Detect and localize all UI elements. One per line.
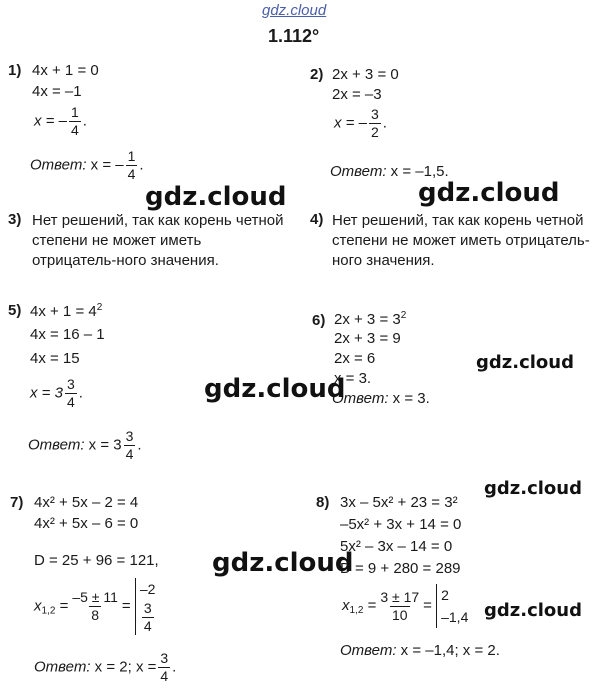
denominator: 10 xyxy=(391,606,408,623)
denominator: 4 xyxy=(160,668,169,684)
equation-line: 4x = –1 xyxy=(32,83,82,100)
denominator: 4 xyxy=(143,618,152,634)
fraction xyxy=(369,106,381,141)
fraction xyxy=(69,104,81,139)
denominator: 4 xyxy=(70,122,79,138)
solution-line: x = – $\frac{3}{2}$ . xyxy=(334,106,387,140)
answer-text: x = –1,4; x = 2. xyxy=(400,642,500,659)
numerator: 3 xyxy=(370,106,379,122)
answer-text: x = 3. xyxy=(392,390,430,407)
problem-text: Нет решений, так как корень четной степени не может иметь отрицатель-ного значения. xyxy=(32,212,284,269)
equation-text: 2x + 3 = 3 xyxy=(334,311,401,328)
numerator: 3 xyxy=(66,376,75,392)
numerator: 3 xyxy=(143,600,152,616)
roots-set xyxy=(135,578,156,635)
equation-line: 4x² + 5x – 2 = 4 xyxy=(34,494,139,511)
equation-line xyxy=(334,310,406,328)
fraction xyxy=(158,650,170,685)
problem-number: 1) xyxy=(8,62,22,79)
watermark: gdz.cloud xyxy=(484,600,582,621)
solution-text: x = 3 xyxy=(30,384,63,402)
problem-text: Нет решений, так как корень четной степени не может иметь отрицатель-ного значения. xyxy=(332,212,590,269)
solution-text: x = – xyxy=(34,112,67,130)
equation-line: 2x = –3 xyxy=(332,86,382,103)
denominator: 4 xyxy=(125,446,134,462)
numerator: 1 xyxy=(127,148,136,164)
roots-line: $x_{1,2}$ = $\frac{-5 \pm 11}{8}$ = –2 $\frac{3}{4}$ xyxy=(34,578,156,635)
fraction xyxy=(65,376,77,411)
equation-line: 4x = 16 – 1 xyxy=(30,326,105,343)
numerator: 3 ± 17 xyxy=(380,588,420,605)
equation-line: 4x = 15 xyxy=(30,350,80,367)
answer-line: Ответ: x = – $\frac{1}{4}$ . xyxy=(30,148,144,182)
denominator: 4 xyxy=(66,394,75,410)
equation-line: 2x + 3 = 0 xyxy=(332,66,399,83)
page-title: 1.112° xyxy=(268,26,320,46)
solution-line: x = – $\frac{1}{4}$ . xyxy=(34,104,87,138)
subscript: 1,2 xyxy=(349,604,364,616)
equation-line: 2x + 3 = 9 xyxy=(334,330,401,347)
equation-line: D = 9 + 280 = 289 xyxy=(340,560,461,577)
answer-line: Ответ: x = 2; x = $\frac{3}{4}$ . xyxy=(34,650,177,684)
root-value: 2 xyxy=(441,587,449,603)
fraction xyxy=(142,600,154,635)
variable: x xyxy=(34,597,42,615)
subscript: 1,2 xyxy=(41,605,56,617)
answer-text: x = 2; x = xyxy=(94,658,157,676)
equation-text: 4x + 1 = 4 xyxy=(30,303,97,320)
exponent: 2 xyxy=(400,310,407,321)
fraction xyxy=(124,428,136,463)
denominator: 2 xyxy=(370,124,379,140)
answer-label: Ответ: xyxy=(340,642,397,659)
problem-number: 4) xyxy=(310,211,324,228)
equation-line xyxy=(30,302,102,320)
equation-line: 5x² – 3x – 14 = 0 xyxy=(340,538,453,555)
numerator: 1 xyxy=(70,104,79,120)
watermark: gdz.cloud xyxy=(145,182,287,212)
answer-line xyxy=(332,390,430,407)
numerator: 3 xyxy=(160,650,169,666)
fraction xyxy=(378,589,421,624)
watermark: gdz.cloud xyxy=(204,374,346,404)
root-value: –1,4 xyxy=(441,609,469,625)
equation-line: –5x² + 3x + 14 = 0 xyxy=(340,516,462,533)
problem-number: 5) xyxy=(8,302,22,319)
roots-set xyxy=(436,584,468,628)
answer-text: x = – xyxy=(90,156,124,174)
exponent: 2 xyxy=(96,302,103,313)
answer-label: Ответ: xyxy=(28,436,85,454)
answer-label: Ответ: xyxy=(332,390,389,407)
numerator: –5 ± 11 xyxy=(72,589,118,605)
answer-text: x = –1,5. xyxy=(390,163,449,180)
problem-number: 7) xyxy=(10,494,24,511)
denominator: 8 xyxy=(91,607,100,623)
fraction xyxy=(70,589,120,624)
problem-number: 2) xyxy=(310,66,324,83)
equation-line: 4x + 1 = 0 xyxy=(32,62,99,79)
answer-text: x = 3 xyxy=(88,436,122,454)
equation-line: D = 25 + 96 = 121, xyxy=(34,552,159,569)
problem-number: 6) xyxy=(312,312,326,329)
answer-label: Ответ: xyxy=(30,156,87,174)
numerator: 3 xyxy=(125,428,134,444)
equation-line: 2x = 6 xyxy=(334,350,376,367)
watermark: gdz.cloud xyxy=(484,478,582,499)
denominator: 4 xyxy=(127,166,136,182)
root-value: –2 xyxy=(139,581,156,597)
problem-number: 8) xyxy=(316,494,330,511)
equation-line: 3x – 5x² + 23 = 3² xyxy=(340,494,458,511)
answer-line: Ответ: x = 3 $\frac{3}{4}$ . xyxy=(28,428,142,462)
solution-line: x = 3 $\frac{3}{4}$ . xyxy=(30,376,83,410)
roots-line: $x_{1,2}$ = $\frac{3 \pm 17}{10}$ = 2 –1,4 xyxy=(342,584,468,628)
problem-number: 3) xyxy=(8,211,22,228)
solution-text: x = – xyxy=(334,114,367,132)
equation-line: x = 3. xyxy=(334,370,372,387)
site-link[interactable]: gdz.cloud xyxy=(262,2,327,19)
answer-label: Ответ: xyxy=(330,163,387,180)
watermark: gdz.cloud xyxy=(212,548,354,578)
variable: x xyxy=(342,596,350,614)
watermark: gdz.cloud xyxy=(418,178,560,208)
watermark: gdz.cloud xyxy=(476,352,574,373)
answer-label: Ответ: xyxy=(34,658,91,676)
equation-line: 4x² + 5x – 6 = 0 xyxy=(34,515,139,532)
fraction xyxy=(126,148,138,183)
answer-line xyxy=(340,642,500,659)
